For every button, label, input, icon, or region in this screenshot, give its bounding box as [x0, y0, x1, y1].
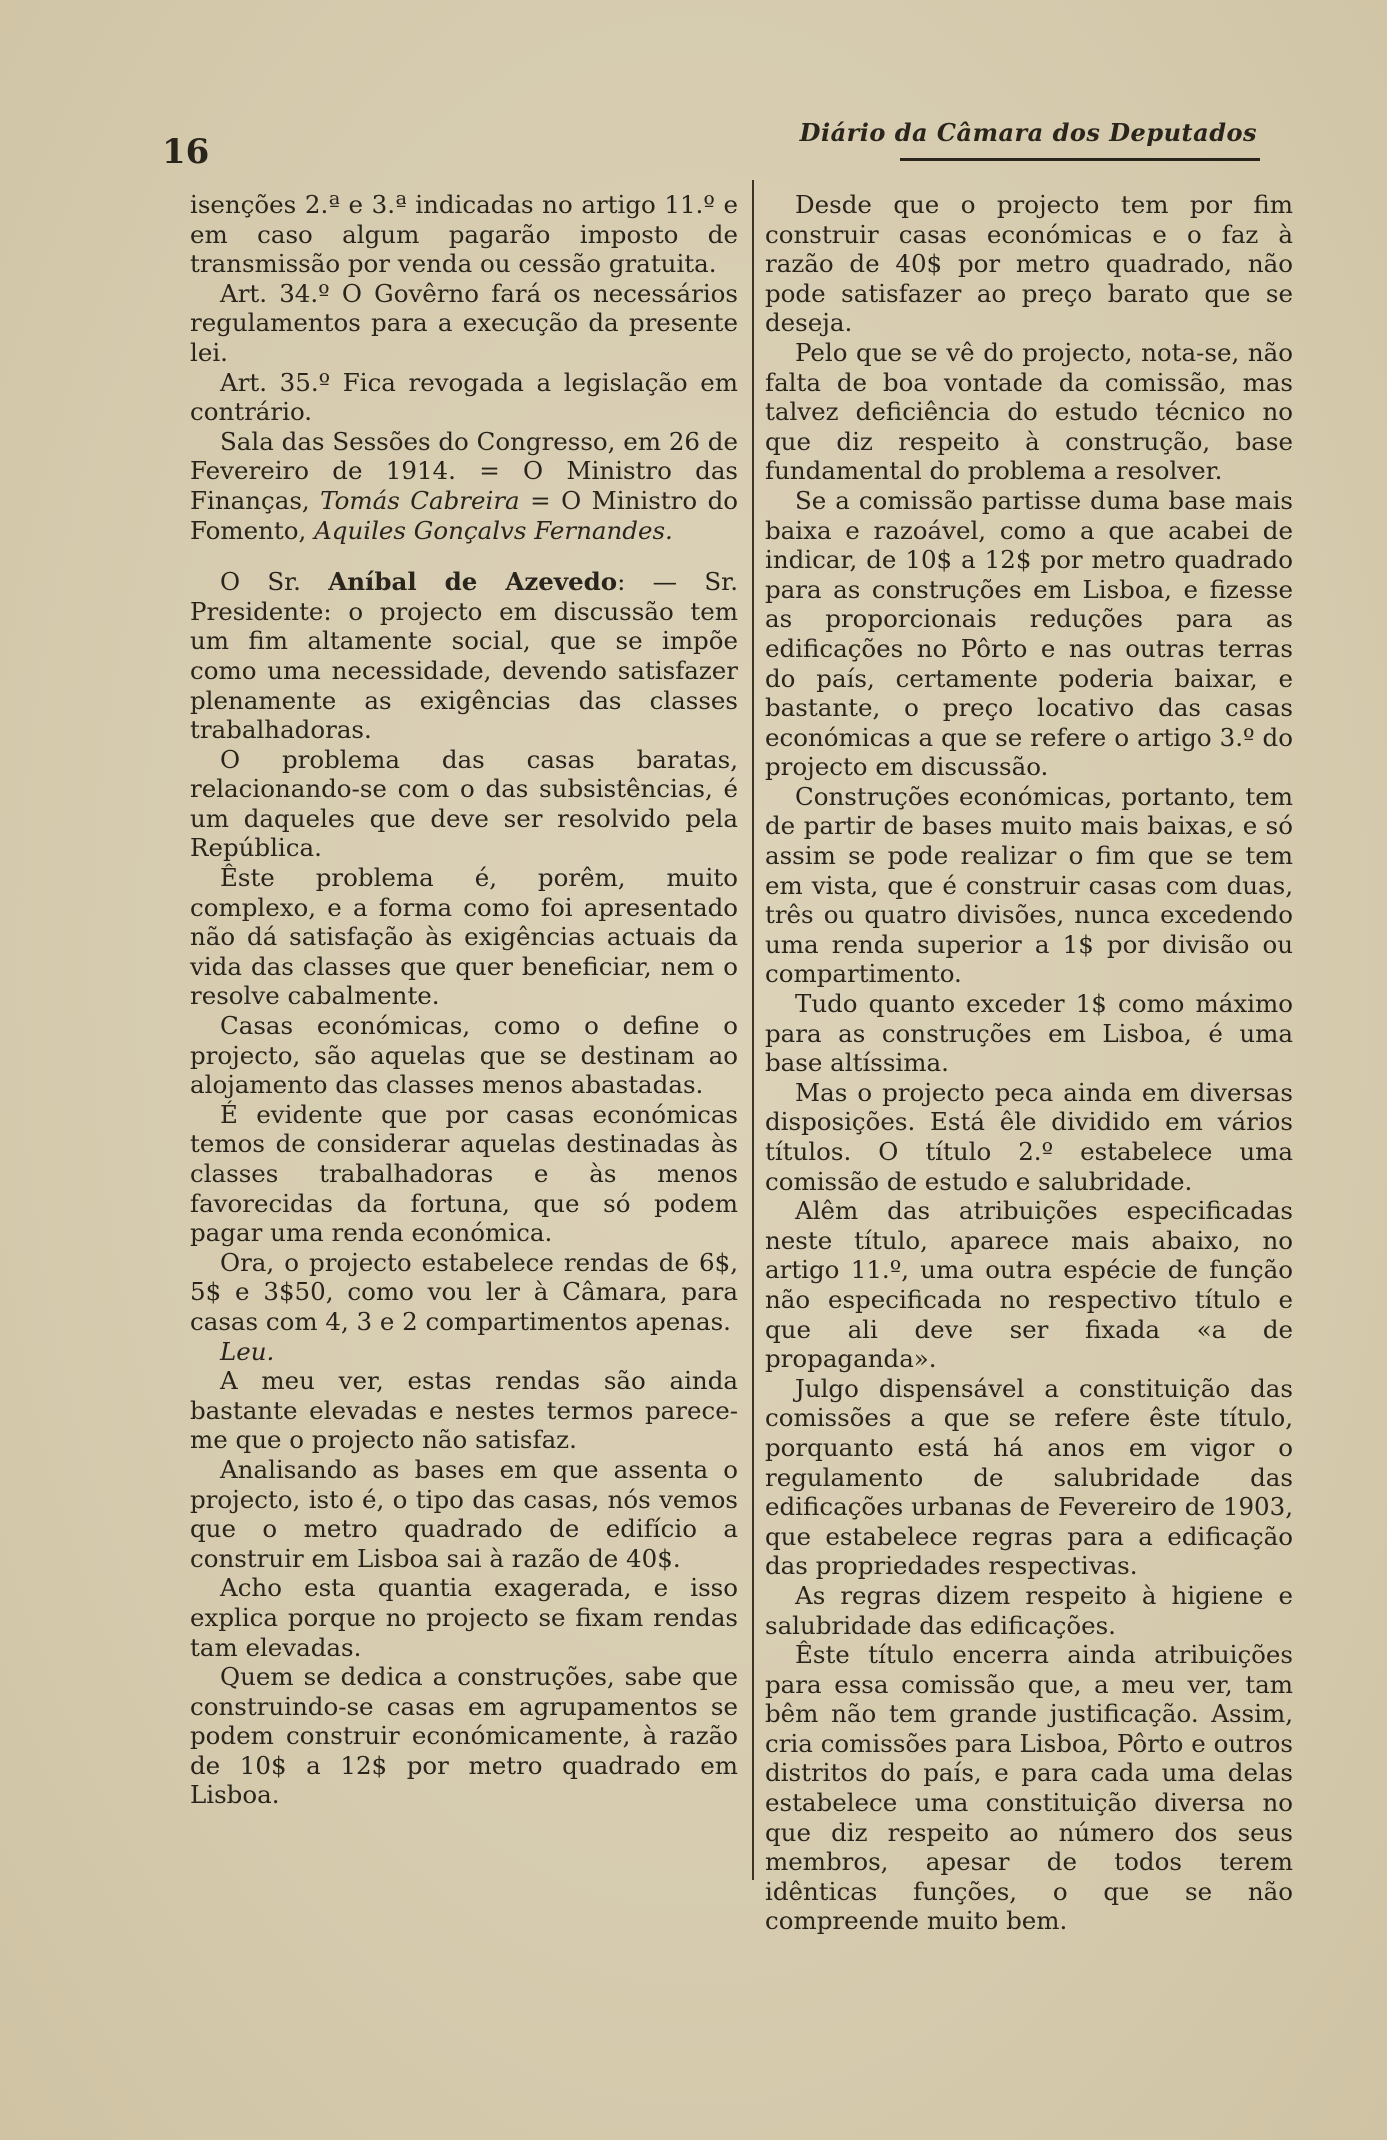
speech-intro: O Sr. [220, 567, 329, 597]
paragraph: Tudo quanto exceder 1$ como máximo para as construções em Lisboa, é uma base altíssima. [765, 989, 1293, 1078]
minister-name: Tomás Cabreira [320, 485, 520, 515]
speaker-name: Aníbal de Azevedo [328, 567, 618, 597]
paragraph: Êste título encerra ainda atribuições para essa comissão que, a meu ver, tam bêm não tem grande justificação. Assim, cria comissões para Lisboa, Pôrto e outros distritos do país, e para cada uma delas estabelece uma constituição diversa no que diz respeito ao número dos seus membros, apesar de todos terem idênticas funções, o que se não compreende muito bem. [765, 1640, 1293, 1936]
spacer [190, 545, 738, 567]
paragraph: Analisando as bases em que assenta o projecto, isto é, o tipo das casas, nós vemos que o metro quadrado de edifício a construir em Lisboa sai à razão de 40$. [190, 1454, 738, 1573]
running-title: Diário da Câmara dos Deputados [799, 118, 1257, 147]
paragraph: É evidente que por casas económicas temos de considerar aquelas destinadas às classes trabalhadoras e às menos favorecidas da fortuna, que só podem pagar uma renda económica. [190, 1099, 738, 1248]
paragraph: Êste problema é, porêm, muito complexo, e a forma como foi apresentado não dá satisfação às exigências actuais da vida das classes que quer beneficiar, nem o resolve cabalmente. [190, 863, 738, 1011]
paragraph: A meu ver, estas rendas são ainda bastante elevadas e nestes termos parece-me que o projecto não satisfaz. [190, 1366, 738, 1455]
speech-paragraph [190, 567, 738, 745]
paragraph: Art. 34.º O Govêrno fará os necessários regulamentos para a execução da presente lei. [190, 278, 738, 367]
paragraph: Construções económicas, portanto, tem de partir de bases muito mais baixas, e só assim se pode realizar o fim que se tem em vista, que é construir casas com duas, três ou quatro divisões, nunca excedendo uma renda superior a 1$ por divisão ou compartimento. [765, 781, 1293, 989]
paragraph: Ora, o projecto estabelece rendas de 6$, 5$ e 3$50, como vou ler à Câmara, para casas com 4, 3 e 2 compartimentos apenas. [190, 1247, 738, 1336]
page-number: 16 [162, 132, 210, 172]
paragraph: Julgo dispensável a constituição das comissões a que se refere êste título, porquanto está há anos em vigor o regulamento de salubridade das edificações urbanas de Fevereiro de 1903, que estabelece regras para a edificação das propriedades respectivas. [765, 1373, 1293, 1581]
minister-name: Aquiles Gonçalvs Fernandes. [314, 515, 673, 545]
signature-text: = O Ministro do Fomento, [190, 485, 739, 545]
paragraph: Casas económicas, como o define o projecto, são aquelas que se destinam ao alojamento das classes menos abastadas. [190, 1011, 738, 1100]
paragraph: Quem se dedica a construções, sabe que construindo-se casas em agrupamentos se podem construir económicamente, à razão de 10$ a 12$ por metro quadrado em Lisboa. [190, 1662, 738, 1810]
right-column [765, 190, 1293, 1936]
paragraph: Se a comissão partisse duma base mais baixa e razoável, como a que acabei de indicar, de 10$ a 12$ por metro quadrado para as construções em Lisboa, e fizesse as proporcionais reduções para as edificações no Pôrto e nas outras terras do país, certamente poderia baixar, e bastante, o preço locativo das casas económicas a que se refere o artigo 3.º do projecto em discussão. [765, 485, 1293, 782]
signature-text: Sala das Sessões do Congresso, em 26 de Fevereiro de 1914. = O Ministro das Finanças, [190, 426, 738, 515]
paragraph: Alêm das atribuições especificadas neste título, aparece mais abaixo, no artigo 11.º, uma outra espécie de função não especificada no respectivo título e que ali deve ser fixada «a de propaganda». [765, 1196, 1293, 1374]
paragraph: Art. 35.º Fica revogada a legislação em contrário. [190, 367, 738, 427]
paragraph: Acho esta quantia exagerada, e isso explica porque no projecto se fixam rendas tam elevadas. [190, 1573, 738, 1662]
paragraph: Mas o projecto peca ainda em diversas disposições. Está êle dividido em vários títulos. O título 2.º estabelece uma comissão de estudo e salubridade. [765, 1077, 1293, 1196]
column-divider [752, 180, 754, 1880]
speech-text: : — Sr. Presidente: o projecto em discussão tem um fim altamente social, que se impõe como uma necessidade, devendo satisfazer plenamente as exigências das classes trabalhadoras. [190, 567, 738, 745]
signature-paragraph [190, 427, 738, 545]
left-column [190, 190, 738, 1810]
header-rule [900, 158, 1260, 161]
paragraph: O problema das casas baratas, relacionando-se com o das subsistências, é um daqueles que deve ser resolvido pela República. [190, 744, 738, 863]
paragraph: Desde que o projecto tem por fim construir casas económicas e o faz à razão de 40$ por metro quadrado, não pode satisfazer ao preço barato que se deseja. [765, 190, 1293, 338]
stage-direction: Leu. [220, 1336, 275, 1366]
paragraph: Pelo que se vê do projecto, nota-se, não falta de boa vontade da comissão, mas talvez deficiência do estudo técnico no que diz respeito à construção, base fundamental do problema a resolver. [765, 337, 1293, 486]
paragraph: As regras dizem respeito à higiene e salubridade das edificações. [765, 1580, 1293, 1640]
paragraph: isenções 2.ª e 3.ª indicadas no artigo 11.º e em caso algum pagarão imposto de transmissão por venda ou cessão gratuita. [190, 190, 738, 279]
